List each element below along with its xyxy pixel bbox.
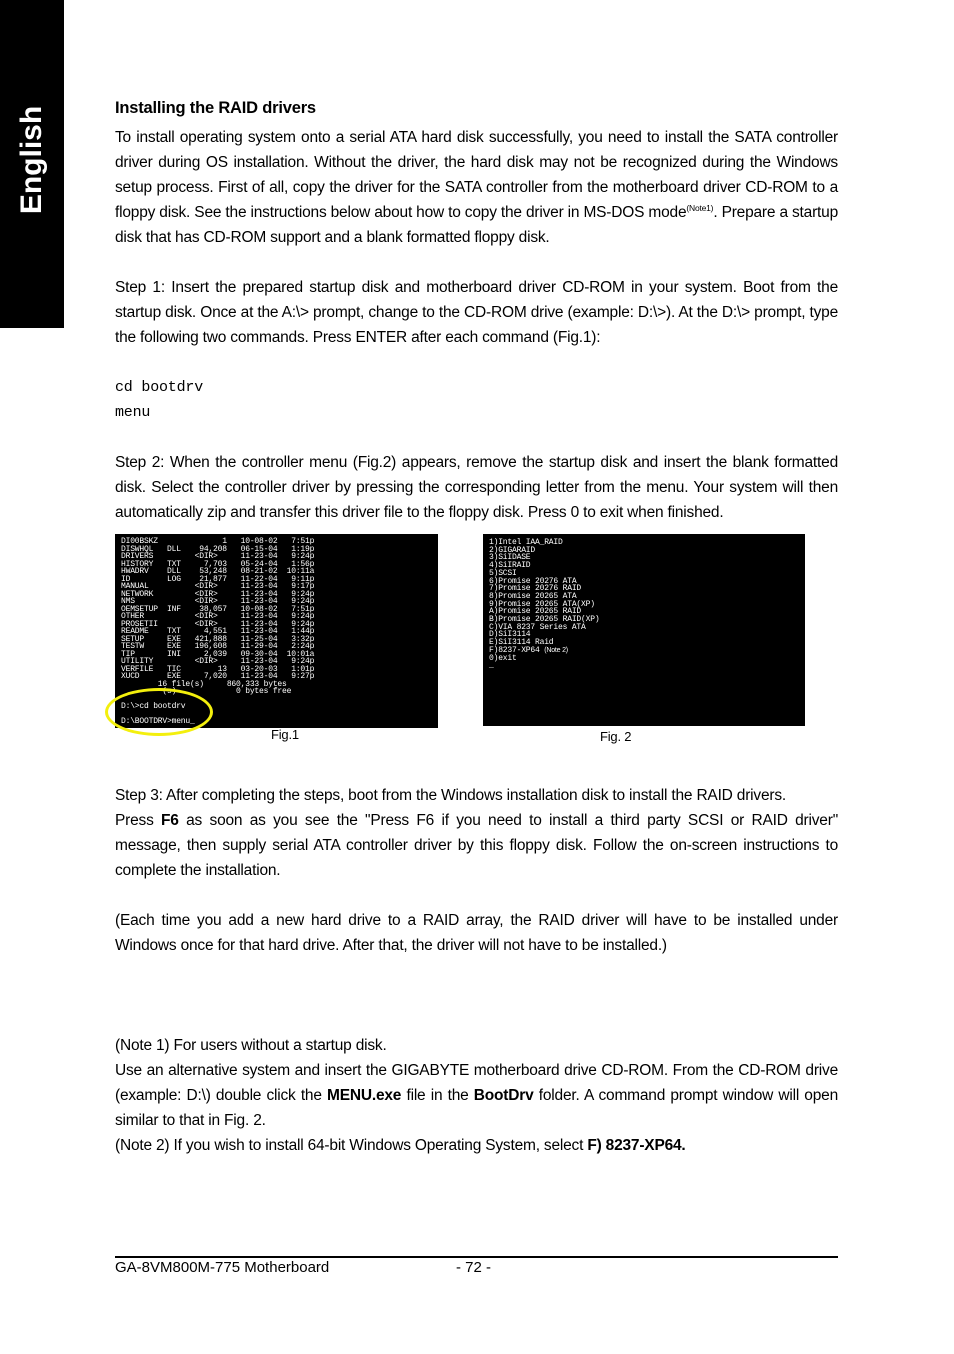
note2-paragraph: (Note 2) If you wish to install 64-bit Windows Operating System, select F) 8237-XP64. (115, 1137, 686, 1154)
section-heading: Installing the RAID drivers (115, 99, 316, 117)
step2-paragraph: Step 2: When the controller menu (Fig.2) appears, remove the startup disk and insert the blank formatted disk. Select the controller driver by pressing the corresponding letter from the menu. Your system will then automatically zip and transfer this driver file to the floppy disk. Press 0 to exit when finished. (115, 454, 838, 521)
fig2-note2-ref: (Note 2) (544, 646, 568, 654)
note1-reference: (Note1) (686, 202, 714, 213)
language-tab-label: English (15, 105, 48, 215)
fig1-screen-text: DI00BSKZ 1 10-08-02 7:51p DISWHQL DLL 94,208 06-15-04 1:19p DRIVERS <DIR> 11-23-04 9:24p HISTORY TXT 7,703 05-24-04 1:56p HWADRV DLL 53,248 08-21-02 10:11a ID LOG 21,877 11-22-04 9:11p MANUAL <DIR> 11-23-04 9:17p NETWORK <DIR> 11-23-04 9:24p NMS <DIR> 11-23-04 9:24p OEMSETUP INF 38,057 10-08-02 7:51p OTHER <DIR> 11-23-04 9:24p PROSETII <DIR> 11-23-04 9:24p README TXT 4,551 11-23-04 1:44p SETUP EXE 421,888 11-25-04 3:32p TESTW EXE 196,608 11-29-04 2:24p TIP INI 2,039 09-30-04 10:01a UTILITY <DIR> 11-23-04 9:24p VERFILE TIC 13 03-20-03 1:01p XUCD EXE 7,020 11-23-04 9:27p 16 file(s) 860,333 bytes (s) 0 bytes free D:\>cd bootdrv D:\BOOTDRV>menu_ (121, 537, 315, 726)
footer-page-number: - 72 - (456, 1259, 492, 1276)
note1-body: Use an alternative system and insert the GIGABYTE motherboard drive CD-ROM. From the CD-ROM drive (example: D:\) double click the MENU.exe file in the BootDrv folder. A command prompt window will open similar to that in Fig. 2. (115, 1062, 838, 1129)
f6-key: F6 (161, 812, 179, 829)
bootdrv-folder: BootDrv (473, 1087, 534, 1104)
step1-paragraph: Step 1: Insert the prepared startup disk and motherboard driver CD-ROM in your system. Boot from the startup disk. Once at the A:\> prompt, change to the CD-ROM drive (example: D:\>). At the D:\> prompt, type the following two commands. Press ENTER after each command (Fig.1): (115, 279, 838, 346)
figures-row (115, 525, 838, 783)
command-line-2: menu (115, 404, 151, 421)
main-content (115, 96, 838, 1158)
menu-exe: MENU.exe (327, 1087, 402, 1104)
fig1-caption: Fig.1 (271, 727, 299, 742)
fig2-menu-screenshot (483, 534, 805, 726)
highlight-ellipse (105, 688, 213, 736)
language-tab (0, 0, 64, 328)
note1-title: (Note 1) For users without a startup disk. (115, 1037, 387, 1054)
footer-model: GA-8VM800M-775 Motherboard (115, 1259, 330, 1276)
intro-paragraph: To install operating system onto a serial ATA hard disk successfully, you need to install the SATA controller driver during OS installation. Without the driver, the hard disk may not be recognized during the Windows setup process. First of all, copy the driver for the SATA controller from the motherboard driver CD-ROM to a floppy disk. See the instructions below about how to copy the driver in MS-DOS mode$^{(Note1)}$. Prepare a startup disk that has CD-ROM support and a blank formatted floppy disk. (115, 129, 838, 246)
fig2-caption: Fig. 2 (600, 729, 632, 744)
raid-array-note: (Each time you add a new hard drive to a RAID array, the RAID driver will have to be installed under Windows once for that hard drive. After that, the driver will not have to be installed.) (115, 912, 838, 954)
command-line-1: cd bootdrv (115, 379, 204, 396)
step3-paragraph: Step 3: After completing the steps, boot from the Windows installation disk to install the RAID drivers. Press F6 as soon as you see the "Press F6 if you need to install a third party SCSI or RAID driver" message, then supply serial ATA controller driver by this floppy disk. Follow the on-screen instructions to complete the installation. (115, 787, 838, 879)
xp64-option: F) 8237-XP64. (587, 1137, 686, 1154)
fig2-screen-text: 1)Intel IAA_RAID 2)GIGARAID 3)SiIDASE 4)SiIRAID 5)SCSI 6)Promise 20276 ATA 7)Promise 20276 RAID 8)Promise 20265 ATA 9)Promise 20265 ATA(XP) A)Promise 20265 RAID B)Promise 20265 RAID(XP) C)VIA 8237 Series ATA D)SiI3114 E)SiI3114 Raid F)8237-XP64 (Note 2) 0)exit _ (489, 538, 600, 671)
